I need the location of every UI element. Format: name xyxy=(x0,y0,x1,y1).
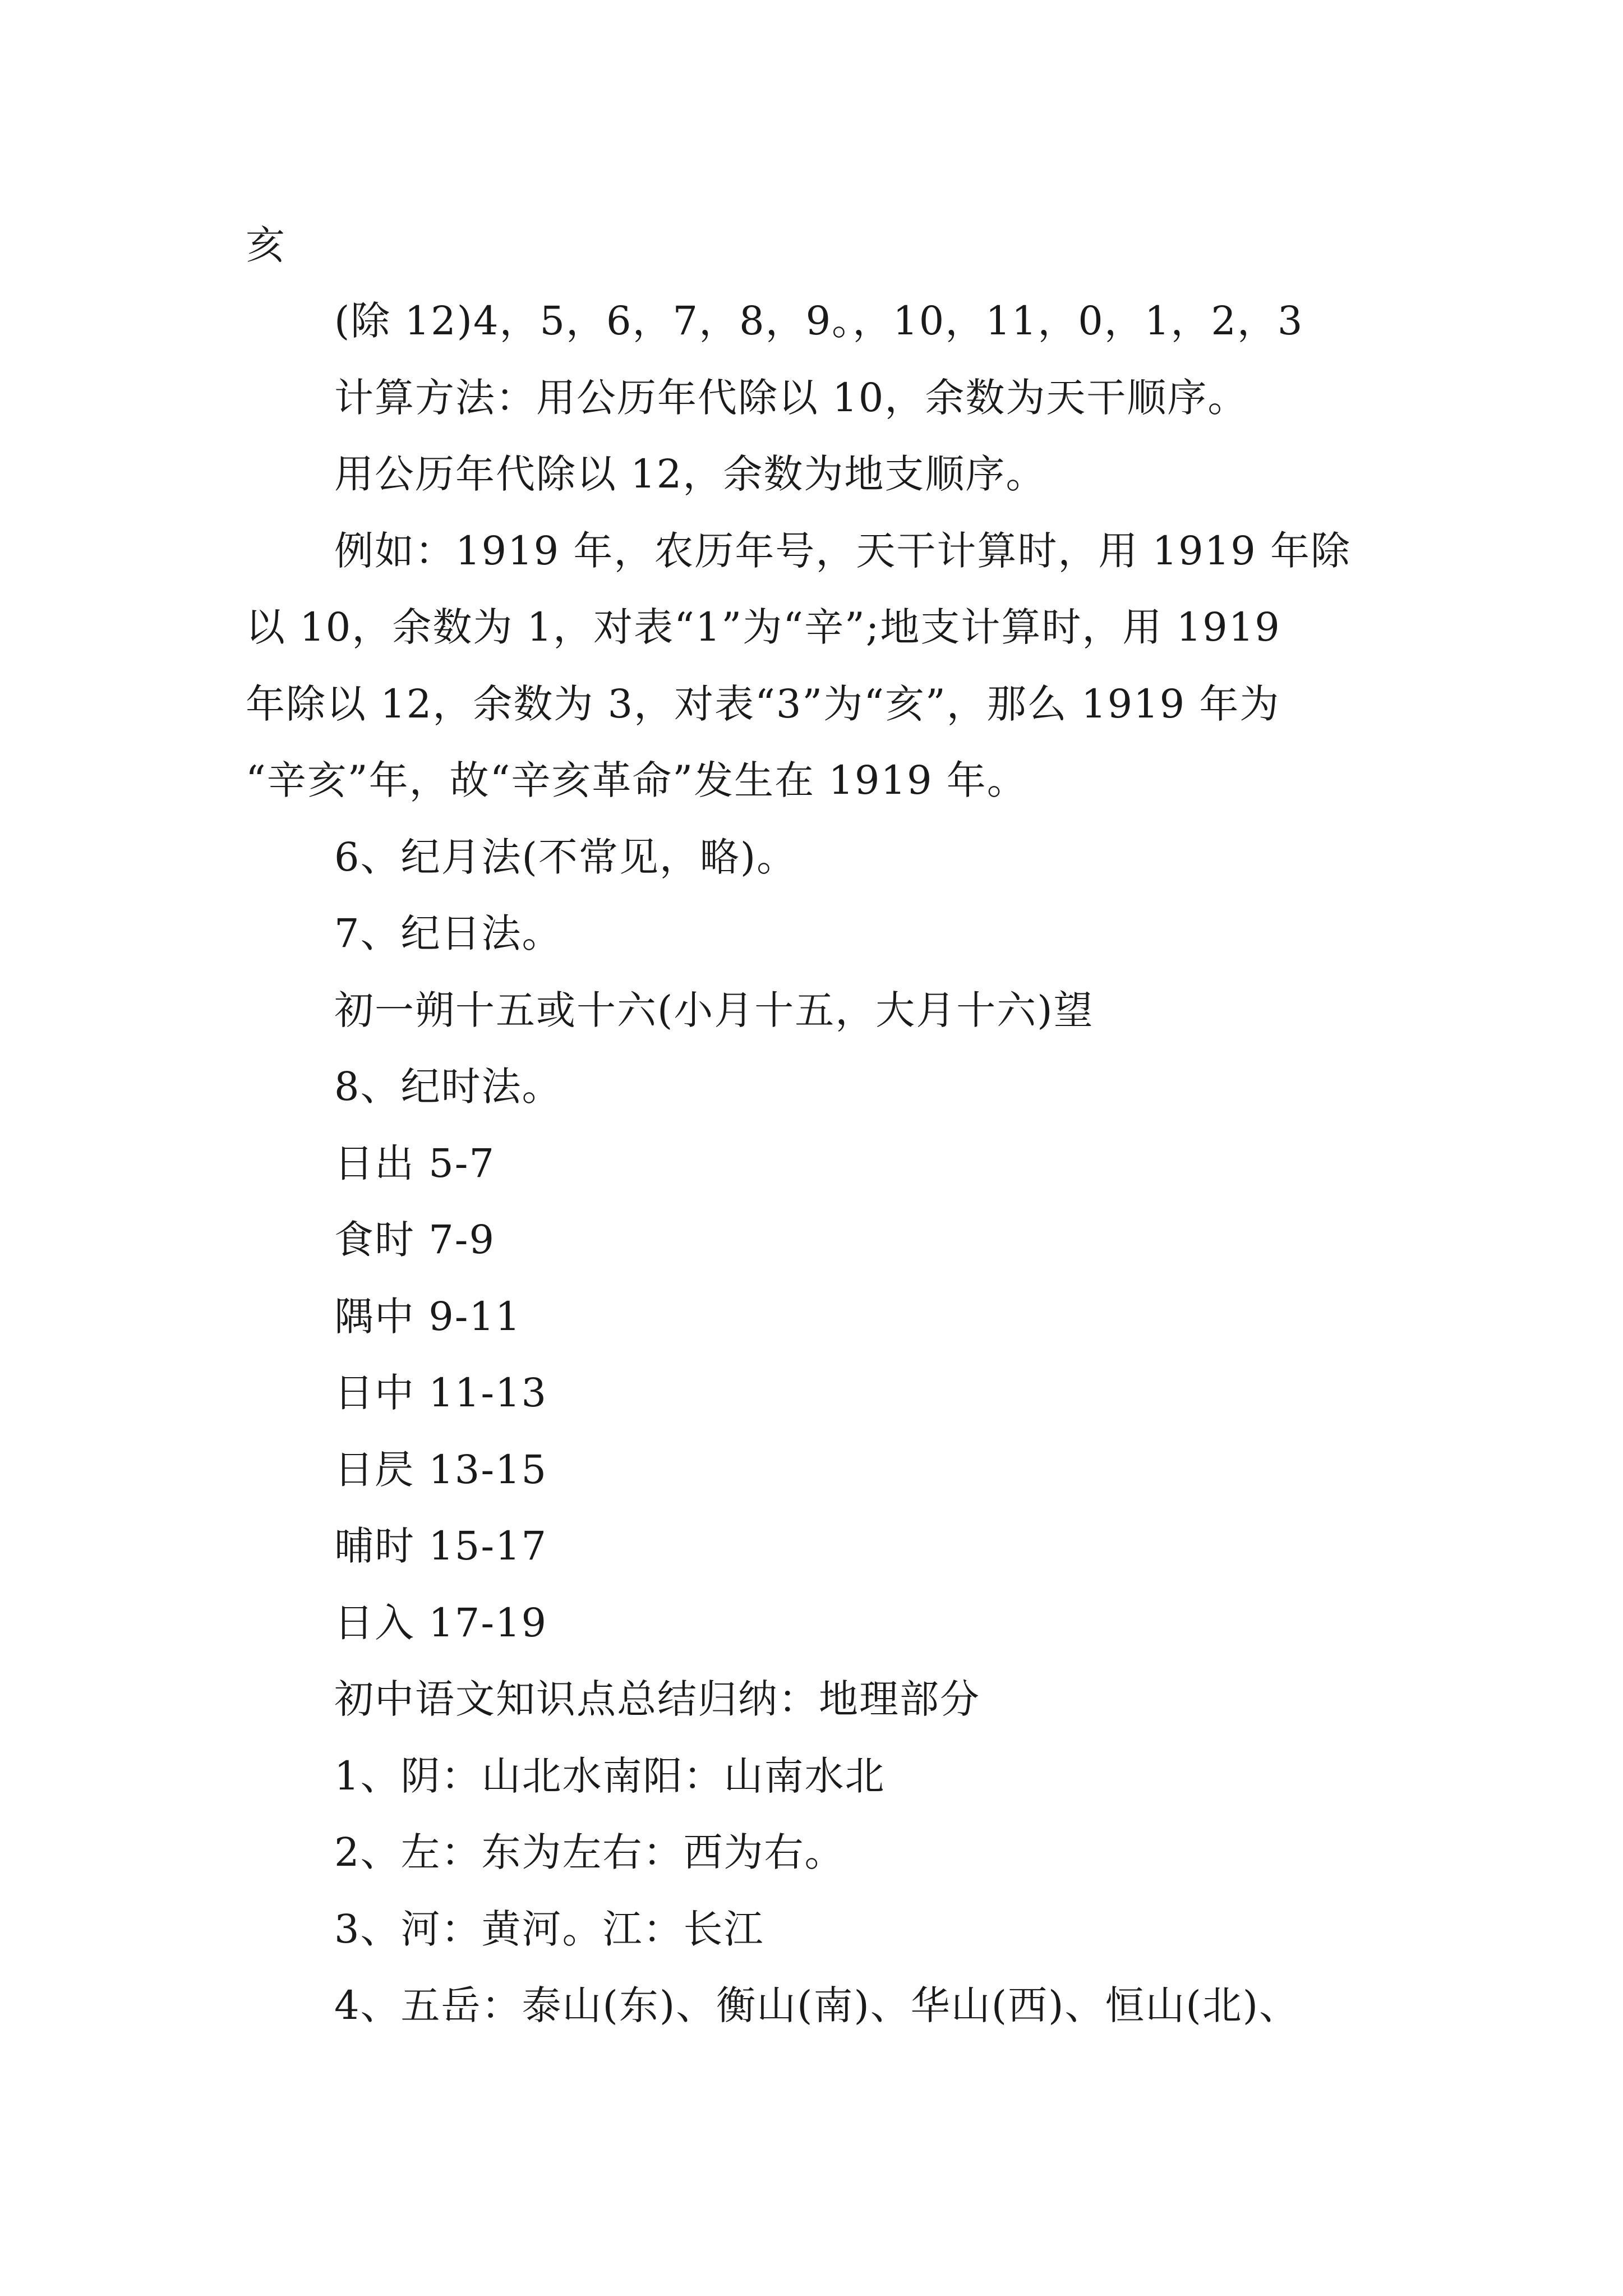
text-line: (除 12)4，5，6，7，8，9。，10，11，0，1，2，3 xyxy=(334,298,1304,344)
text-line: 例如：1919 年，农历年号，天干计算时，用 1919 年除 xyxy=(334,528,1352,574)
text-line: 食时 7-9 xyxy=(334,1217,495,1263)
text-line: 日入 17-19 xyxy=(334,1600,548,1646)
text-line: “辛亥”年，故“辛亥革命”发生在 1919 年。 xyxy=(246,757,1027,803)
section-heading: 初中语文知识点总结归纳：地理部分 xyxy=(334,1676,980,1722)
text-line: 亥 xyxy=(246,222,286,268)
text-line: 8、纪时法。 xyxy=(334,1064,562,1110)
text-line: 1、阴：山北水南阳：山南水北 xyxy=(334,1753,886,1799)
text-line: 2、左：东为左右：西为右。 xyxy=(334,1829,845,1875)
text-line: 6、纪月法(不常见，略)。 xyxy=(334,834,797,880)
text-line: 7、纪日法。 xyxy=(334,910,562,956)
text-line: 隅中 9-11 xyxy=(334,1294,522,1340)
text-line: 初一朔十五或十六(小月十五，大月十六)望 xyxy=(334,987,1094,1033)
text-line: 年除以 12，余数为 3，对表“3”为“亥”，那么 1919 年为 xyxy=(246,681,1280,727)
text-line: 4、五岳：泰山(东)、衡山(南)、华山(西)、恒山(北)、 xyxy=(334,1982,1300,2028)
text-line: 日出 5-7 xyxy=(334,1140,495,1186)
text-line: 以 10，余数为 1，对表“1”为“辛”;地支计算时，用 1919 xyxy=(246,604,1281,650)
text-line: 用公历年代除以 12，余数为地支顺序。 xyxy=(334,451,1046,497)
text-line: 计算方法：用公历年代除以 10，余数为天干顺序。 xyxy=(334,375,1248,421)
text-line: 日中 11-13 xyxy=(334,1370,548,1416)
text-line: 晡时 15-17 xyxy=(334,1523,548,1569)
text-line: 3、河：黄河。江：长江 xyxy=(334,1906,764,1952)
text-line: 日昃 13-15 xyxy=(334,1447,548,1493)
